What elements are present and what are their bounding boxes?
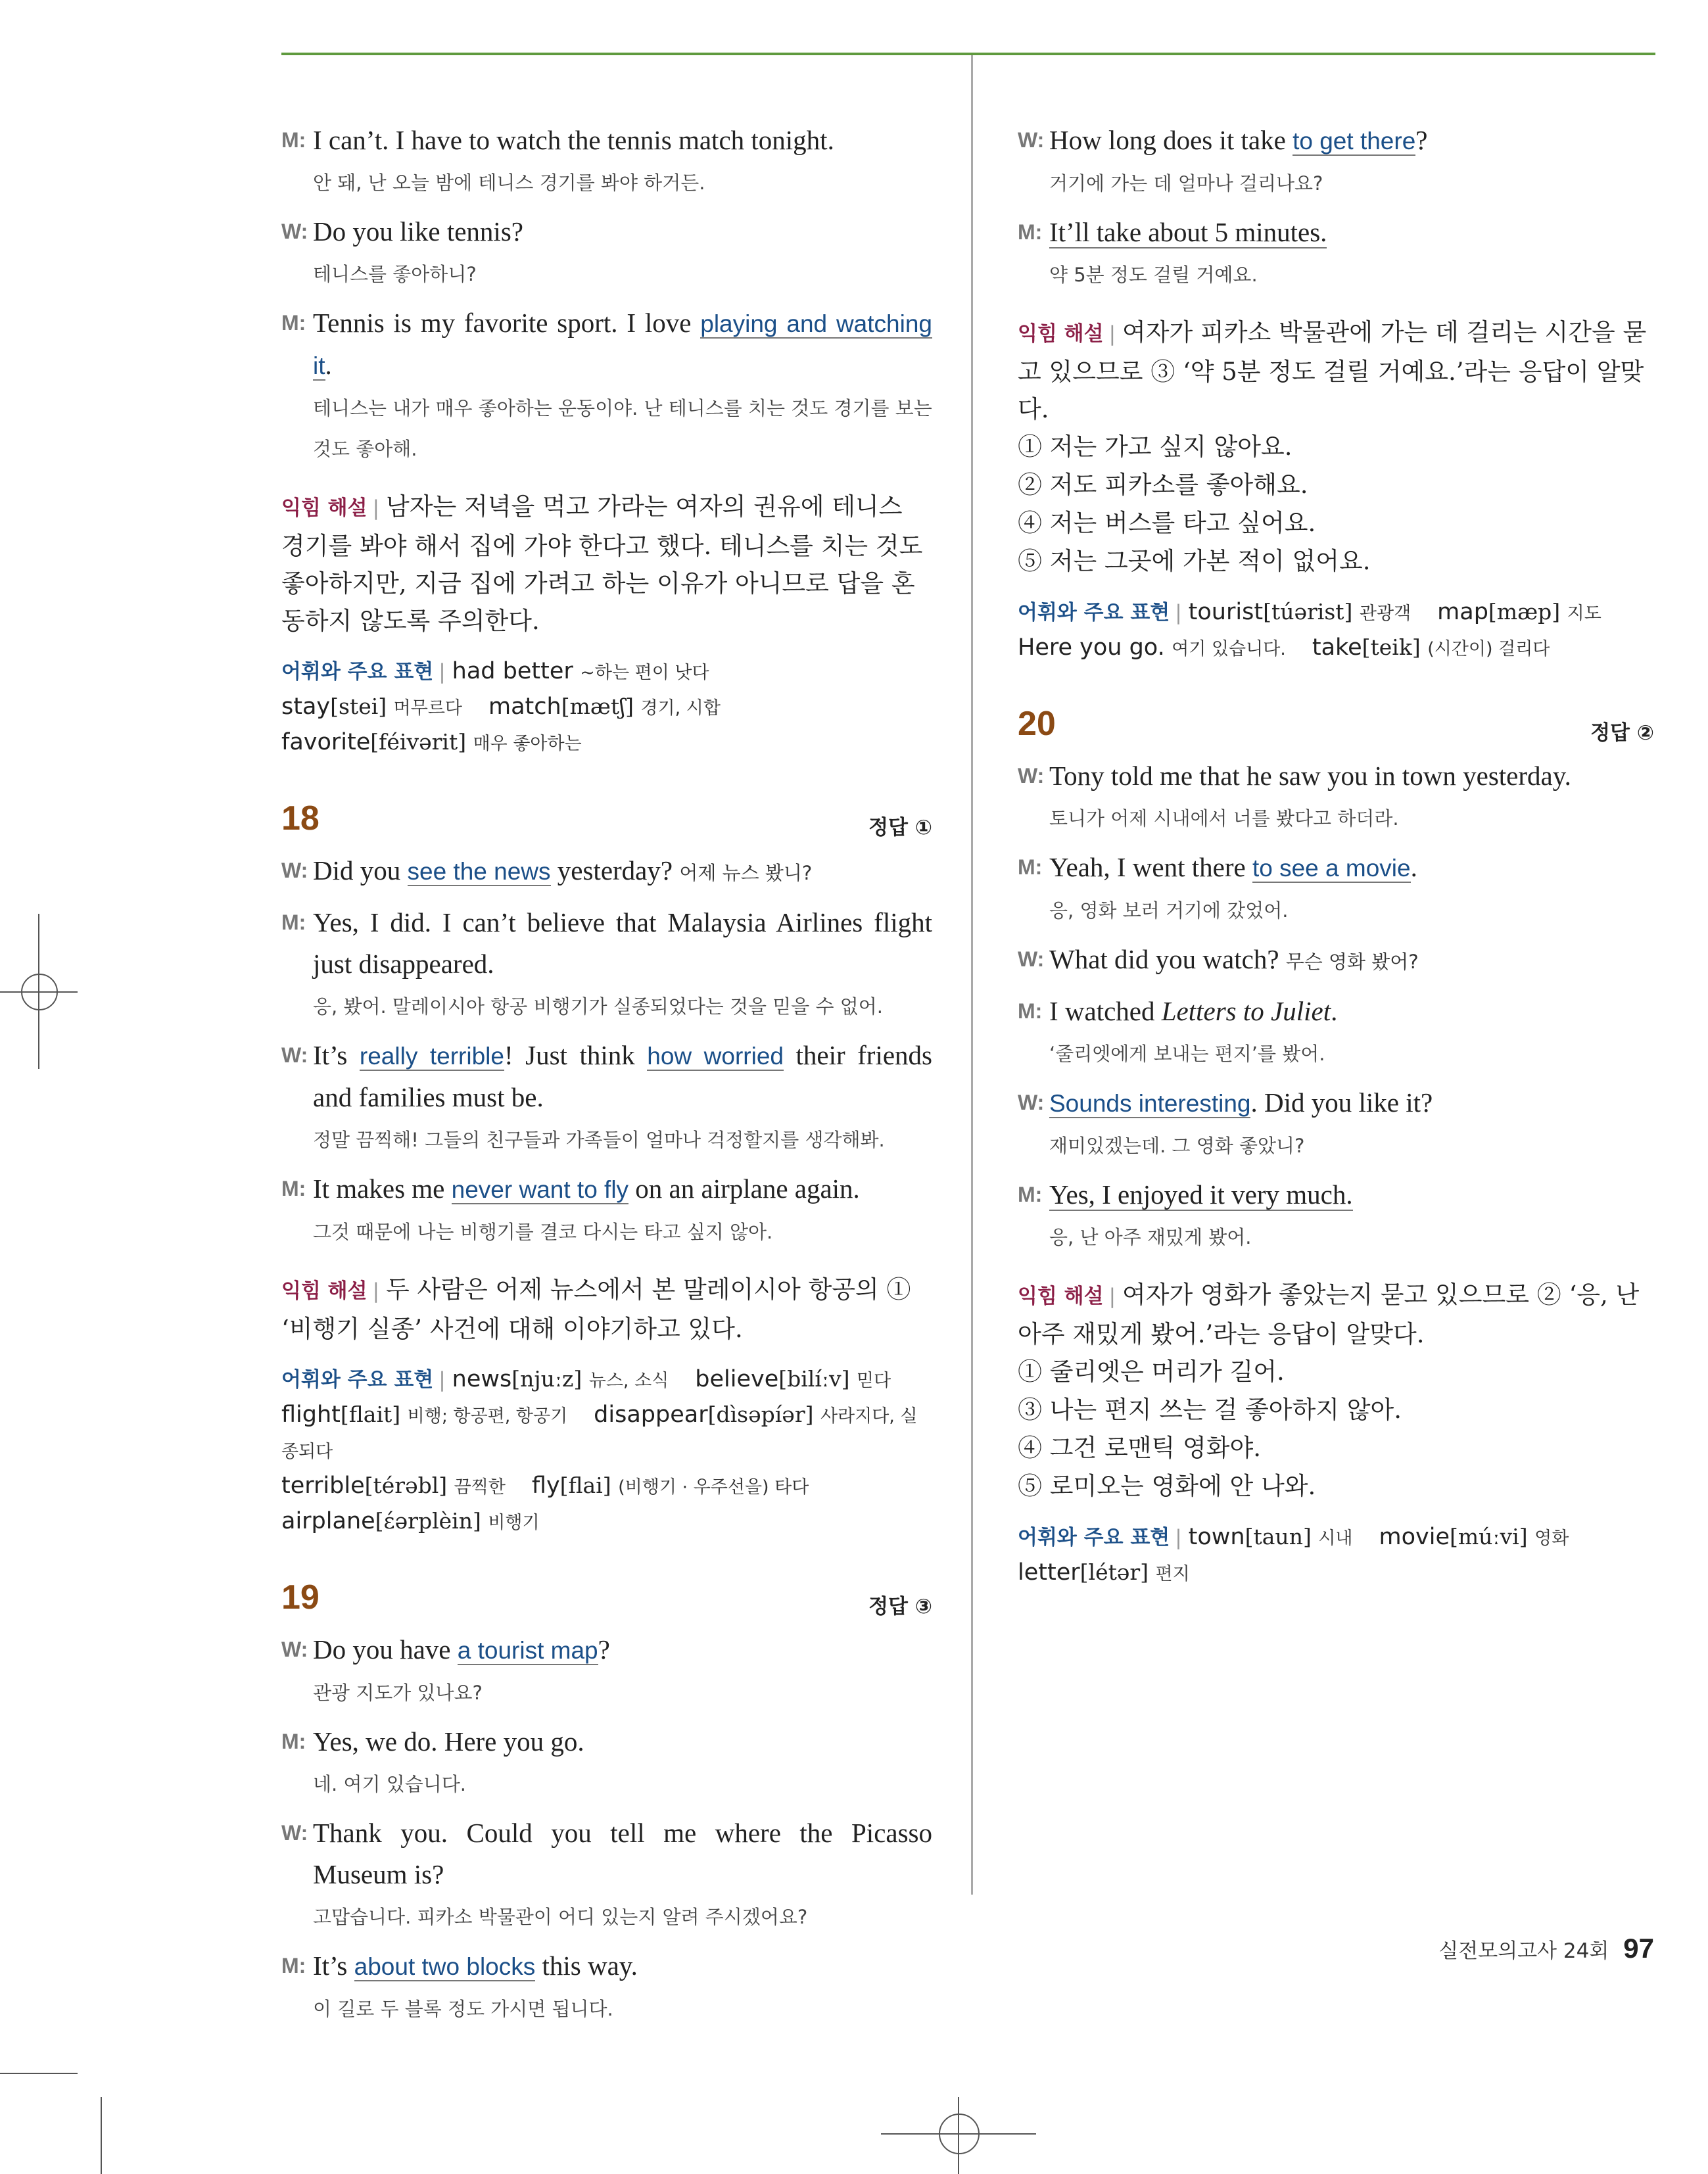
line-text: Thank you. Could you tell me where the Picasso Museum is? — [313, 1818, 932, 1889]
vocab-meaning: 지도 — [1567, 603, 1601, 624]
line-text: . — [325, 350, 332, 380]
line-text: on an airplane again. — [629, 1173, 860, 1204]
translation: 어제 뉴스 봤니? — [679, 862, 813, 884]
explanation-text: 여자가 영화가 좋았는지 묻고 있으므로 ② ‘응, 난 아주 재밌게 봤어.’라는 응답이 알맞다. — [1018, 1281, 1640, 1348]
wrong-option: ③ 나는 편지 쓰는 걸 좋아하지 않아. — [1018, 1396, 1402, 1424]
speaker-label: M: — [281, 128, 306, 152]
line-text: What did you watch? — [1049, 944, 1286, 974]
vocab-meaning: 경기, 시합 — [640, 698, 721, 719]
line-text: . — [1331, 996, 1338, 1026]
vocab-word: airplane — [281, 1508, 375, 1534]
explanation: 익힘 해설 | 남자는 저녁을 먹고 가라는 여자의 권유에 테니스 경기를 봐야 해서 집에 가야 한다고 했다. 테니스를 치는 것도 좋아하지만, 지금 집에 가려고 하는 이유가 아니므로 답을 혼동하지 않도록 주의한다. — [281, 492, 923, 635]
speaker-label: M: — [281, 910, 306, 934]
answer-label: 정답 ③ — [868, 1595, 932, 1619]
line-text: . Did you like it? — [1250, 1087, 1433, 1118]
translation: 그것 때문에 나는 비행기를 결코 다시는 타고 싶지 않아. — [313, 1221, 773, 1243]
wrong-option: ② 저도 피카소를 좋아해요. — [1018, 471, 1308, 499]
blank-answer: how worried — [647, 1043, 784, 1070]
page-footer — [1438, 1933, 1654, 1964]
top-rule — [281, 53, 1655, 55]
vocab-meaning: 뉴스, 소식 — [588, 1371, 669, 1391]
dialogue-line — [1018, 847, 1654, 889]
vocab-meaning: ~하는 편이 낫다 — [580, 663, 709, 683]
vocab-pron: [taun] — [1245, 1524, 1312, 1549]
translation: 네. 여기 있습니다. — [313, 1773, 466, 1795]
answer-label: 정답 ② — [1590, 721, 1654, 745]
vocab-meaning: 여기 있습니다. — [1172, 639, 1286, 659]
explanation-text: 두 사람은 어제 뉴스에서 본 말레이시아 항공의 ① ‘비행기 실종’ 사건에 대해 이야기하고 있다. — [281, 1275, 911, 1343]
blank-answer: to get there — [1293, 128, 1416, 154]
dialogue-line — [281, 850, 932, 894]
registration-mark — [21, 974, 58, 1010]
vocabulary: 어휘와 주요 표현 | tourist[túərist] 관광객 map[mæp] 지도 Here you go. 여기 있습니다. take[teik] (시간이) 걸리다 — [1018, 599, 1601, 661]
speaker-label: M: — [1018, 1183, 1043, 1206]
speaker-label: W: — [1018, 1091, 1045, 1114]
vocab-meaning: (시간이) 걸리다 — [1427, 639, 1550, 659]
column-divider — [971, 55, 973, 1895]
dialogue-line — [1018, 120, 1654, 162]
explanation: 익힘 해설 | 여자가 영화가 좋았는지 묻고 있으므로 ② ‘응, 난 아주 재밌게 봤어.’라는 응답이 알맞다. — [1018, 1281, 1640, 1348]
left-column — [281, 112, 932, 2029]
answer-sentence: Yes, I enjoyed it very much. — [1049, 1179, 1353, 1210]
line-text: Yes, I did. I can’t believe that Malaysia Airlines flight just disappeared. — [313, 907, 932, 979]
vocab-meaning: 머무르다 — [393, 698, 462, 719]
vocab-meaning: 사라지다, 실종되다 — [281, 1406, 918, 1462]
line-text: Yeah, I went there — [1049, 852, 1252, 882]
vocab-pron: [dìsəpíər] — [707, 1402, 814, 1427]
translation: 무슨 영화 봤어? — [1285, 951, 1419, 973]
vocab-word: Here you go. — [1018, 634, 1165, 661]
line-text: I watched — [1049, 996, 1162, 1026]
vocab-pron: [teik] — [1362, 634, 1421, 660]
vocab-meaning: 매우 좋아하는 — [473, 734, 582, 754]
wrong-option: ④ 그건 로맨틱 영화야. — [1018, 1434, 1261, 1462]
answer-sentence: It’ll take about 5 minutes. — [1049, 217, 1327, 247]
speaker-label: W: — [1018, 128, 1045, 152]
dialogue-line — [281, 1945, 932, 1987]
speaker-label: M: — [281, 1954, 306, 1977]
vocab-word: fly — [531, 1473, 560, 1499]
speaker-label: W: — [1018, 764, 1045, 788]
vocab-word: flight — [281, 1402, 341, 1428]
vocab-meaning: 영화 — [1534, 1528, 1569, 1549]
vocab-pron: [térəbl] — [364, 1473, 448, 1498]
line-text: Do you like tennis? — [313, 216, 523, 247]
vocab-word: letter — [1018, 1559, 1080, 1586]
line-text: Tony told me that he saw you in town yesterday. — [1049, 761, 1571, 791]
vocab-meaning: 비행기 — [488, 1513, 540, 1533]
speaker-label: M: — [1018, 220, 1043, 244]
right-column — [1018, 112, 1654, 1591]
crop-mark — [101, 2097, 102, 2174]
vocab-pron: [létər] — [1079, 1559, 1149, 1585]
dialogue-line — [1018, 1174, 1654, 1216]
translation: 토니가 어제 시내에서 너를 봤다고 하더라. — [1049, 807, 1399, 830]
speaker-label: M: — [281, 1730, 306, 1753]
speaker-label: W: — [281, 859, 308, 882]
vocab-word: disappear — [594, 1402, 708, 1428]
vocab-word: take — [1312, 634, 1362, 661]
page-number: 97 — [1623, 1933, 1654, 1964]
vocab-pron: [mæp] — [1488, 599, 1561, 625]
dialogue-line — [281, 1629, 932, 1671]
translation: 응, 영화 보러 거기에 갔었어. — [1049, 899, 1289, 922]
vocab-word: favorite — [281, 729, 371, 755]
dialogue-line — [1018, 939, 1654, 983]
dialogue-line — [1018, 212, 1654, 253]
translation: 약 5분 정도 걸릴 거예요. — [1049, 264, 1258, 286]
vocab-pron: [túərist] — [1263, 599, 1353, 625]
explanation-label: 익힘 해설 — [281, 496, 368, 520]
speaker-label: M: — [1018, 855, 1043, 879]
vocab-pron: [flai] — [559, 1473, 611, 1498]
answer-label: 정답 ① — [868, 816, 932, 839]
line-text: . — [1410, 852, 1417, 882]
vocab-word: map — [1437, 599, 1488, 625]
line-text: ? — [1415, 125, 1428, 155]
vocab-pron: [stei] — [330, 694, 387, 719]
dialogue-line — [281, 1035, 932, 1118]
question-header — [281, 1578, 932, 1629]
blank-answer: really terrible — [359, 1043, 504, 1070]
vocab-word: match — [488, 694, 561, 720]
vocab-pron: [έərplèin] — [375, 1508, 481, 1534]
line-text: yesterday? — [550, 855, 680, 886]
movie-title: Letters to Juliet — [1161, 996, 1331, 1026]
vocab-label: 어휘와 주요 표현 — [281, 660, 434, 684]
line-text: I can’t. I have to watch the tennis match tonight. — [313, 125, 834, 155]
speaker-label: W: — [1018, 947, 1045, 971]
blank-answer: a tourist map — [457, 1637, 598, 1664]
vocab-meaning: 편지 — [1155, 1564, 1190, 1584]
speaker-label: W: — [281, 1821, 308, 1845]
dialogue-line — [1018, 755, 1654, 797]
crop-mark — [0, 2073, 78, 2074]
translation: 재미있겠는데. 그 영화 좋았니? — [1049, 1135, 1305, 1157]
vocab-word: news — [452, 1366, 512, 1392]
vocab-label: 어휘와 주요 표현 — [1018, 601, 1170, 625]
vocab-pron: [flait] — [340, 1402, 401, 1427]
wrong-option: ⑤ 저는 그곳에 가본 적이 없어요. — [1018, 547, 1371, 575]
dialogue-line — [281, 120, 932, 161]
wrong-option: ⑤ 로미오는 영화에 안 나와. — [1018, 1472, 1316, 1500]
translation: 테니스를 좋아하니? — [313, 263, 477, 285]
question-header — [281, 799, 932, 850]
vocab-meaning: 믿다 — [857, 1371, 891, 1391]
speaker-label: W: — [281, 1043, 308, 1067]
question-number: 18 — [281, 799, 320, 838]
vocab-word: movie — [1379, 1524, 1450, 1550]
dialogue-line — [281, 1721, 932, 1762]
vocab-meaning: (비행기 · 우주선을) 타다 — [618, 1477, 809, 1498]
dialogue-line — [1018, 991, 1654, 1032]
question-number: 19 — [281, 1578, 320, 1617]
translation: 이 길로 두 블록 정도 가시면 됩니다. — [313, 1998, 613, 2020]
vocab-label: 어휘와 주요 표현 — [281, 1368, 434, 1392]
vocab-pron: [mætʃ] — [561, 694, 634, 719]
translation: 정말 끔찍해! 그들의 친구들과 가족들이 얼마나 걱정할지를 생각해봐. — [313, 1129, 885, 1151]
vocabulary: 어휘와 주요 표현 | news[njuːz] 뉴스, 소식 believe[bilíːv] 믿다 flight[flait] 비행; 항공편, 항공기 disappear[dìsəpíər] 사라지다, 실종되다 terrible[térəbl] 끔찍한 fly[flai] (비행기 · 우주선을) 타다 airplane[έərplèin] 비행기 — [281, 1366, 918, 1534]
vocab-meaning: 끔찍한 — [454, 1477, 506, 1498]
question-number: 20 — [1018, 705, 1056, 743]
vocab-word: stay — [281, 694, 331, 720]
speaker-label: W: — [281, 220, 308, 243]
speaker-label: M: — [1018, 999, 1043, 1023]
line-text: It’s — [313, 1040, 360, 1070]
translation: 안 돼, 난 오늘 밤에 테니스 경기를 봐야 하거든. — [313, 172, 705, 194]
line-text: Yes, we do. Here you go. — [313, 1726, 584, 1757]
dialogue-line — [281, 902, 932, 985]
speaker-label: M: — [281, 1177, 306, 1200]
translation: 응, 봤어. 말레이시아 항공 비행기가 실종되었다는 것을 믿을 수 없어. — [313, 995, 883, 1018]
vocabulary: 어휘와 주요 표현 | town[taun] 시내 movie[múːvi] 영화 letter[létər] 편지 — [1018, 1524, 1569, 1586]
line-text: How long does it take — [1049, 125, 1293, 155]
line-text: It makes me — [313, 1173, 452, 1204]
line-text: Do you have — [313, 1634, 458, 1665]
vocab-pron: [bilíːv] — [778, 1366, 850, 1392]
vocab-meaning: 시내 — [1318, 1528, 1353, 1549]
footer-title: 실전모의고사 24회 — [1438, 1939, 1609, 1963]
line-text: ! Just think — [504, 1040, 648, 1070]
blank-answer: see the news — [407, 858, 551, 885]
translation: 거기에 가는 데 얼마나 걸리나요? — [1049, 172, 1323, 195]
vocabulary: 어휘와 주요 표현 | had better ~하는 편이 낫다 stay[stei] 머무르다 match[mætʃ] 경기, 시합 favorite[féivərit] 매우 좋아하는 — [281, 658, 721, 755]
wrong-option: ④ 저는 버스를 타고 싶어요. — [1018, 509, 1316, 537]
blank-answer: never want to fly — [451, 1176, 629, 1203]
wrong-option: ① 저는 가고 싶지 않아요. — [1018, 433, 1293, 461]
translation: 관광 지도가 있나요? — [313, 1682, 483, 1704]
vocab-word: tourist — [1188, 599, 1264, 625]
vocab-label: 어휘와 주요 표현 — [1018, 1526, 1170, 1549]
vocab-meaning: 비행; 항공편, 항공기 — [407, 1406, 568, 1427]
wrong-option: ① 줄리엣은 머리가 길어. — [1018, 1358, 1285, 1386]
vocab-pron: [njuːz] — [511, 1366, 582, 1392]
dialogue-line — [281, 1168, 932, 1210]
blank-answer: Sounds interesting — [1049, 1090, 1251, 1117]
vocab-word: believe — [695, 1366, 779, 1392]
vocab-pron: [múːvi] — [1449, 1524, 1528, 1549]
vocab-word: town — [1188, 1524, 1245, 1550]
blank-answer: about two blocks — [354, 1953, 536, 1980]
blank-answer: to see a movie — [1252, 855, 1411, 882]
translation: 테니스는 내가 매우 좋아하는 운동이야. 난 테니스를 치는 것도 경기를 보는 것도 좋아해. — [313, 397, 932, 460]
vocab-word: had better — [452, 658, 573, 684]
speaker-label: W: — [281, 1638, 308, 1661]
speaker-label: M: — [281, 311, 306, 335]
explanation-label: 익힘 해설 — [1018, 322, 1104, 346]
explanation-label: 익힘 해설 — [1018, 1285, 1104, 1308]
translation: 응, 난 아주 재밌게 봤어. — [1049, 1226, 1252, 1248]
registration-mark — [939, 2114, 980, 2154]
blank-answer: playing and watching it — [313, 310, 932, 379]
explanation-text: 남자는 저녁을 먹고 가라는 여자의 권유에 테니스 경기를 봐야 해서 집에 가야 한다고 했다. 테니스를 치는 것도 좋아하지만, 지금 집에 가려고 하는 이유가 아니므로 답을 혼동하지 않도록 주의한다. — [281, 492, 923, 635]
dialogue-line — [281, 211, 932, 252]
line-text: Tennis is my favorite sport. I love — [313, 308, 701, 338]
translation: 고맙습니다. 피카소 박물관이 어디 있는지 알려 주시겠어요? — [313, 1906, 808, 1928]
line-text: their friends and families must be. — [313, 1040, 932, 1112]
line-text: Did you — [313, 855, 408, 886]
explanation-text: 여자가 피카소 박물관에 가는 데 걸리는 시간을 묻고 있으므로 ③ ‘약 5분 정도 걸릴 거예요.’라는 응답이 알맞다. — [1018, 318, 1647, 423]
vocab-meaning: 관광객 — [1359, 603, 1411, 624]
vocab-word: terrible — [281, 1473, 365, 1499]
explanation-label: 익힘 해설 — [281, 1279, 368, 1303]
translation: ‘줄리엣에게 보내는 편지’를 봤어. — [1049, 1043, 1325, 1065]
vocab-pron: [féivərit] — [370, 729, 467, 755]
dialogue-line — [1018, 1082, 1654, 1124]
dialogue-line — [281, 302, 932, 387]
explanation: 익힘 해설 | 두 사람은 어제 뉴스에서 본 말레이시아 항공의 ① ‘비행기 실종’ 사건에 대해 이야기하고 있다. — [281, 1275, 911, 1343]
line-text: this way. — [535, 1950, 638, 1981]
question-header — [1018, 704, 1654, 755]
line-text: ? — [598, 1634, 610, 1665]
explanation: 익힘 해설 | 여자가 피카소 박물관에 가는 데 걸리는 시간을 묻고 있으므로 ③ ‘약 5분 정도 걸릴 거예요.’라는 응답이 알맞다. — [1018, 318, 1647, 423]
dialogue-line — [281, 1812, 932, 1895]
line-text: It’s — [313, 1950, 354, 1981]
